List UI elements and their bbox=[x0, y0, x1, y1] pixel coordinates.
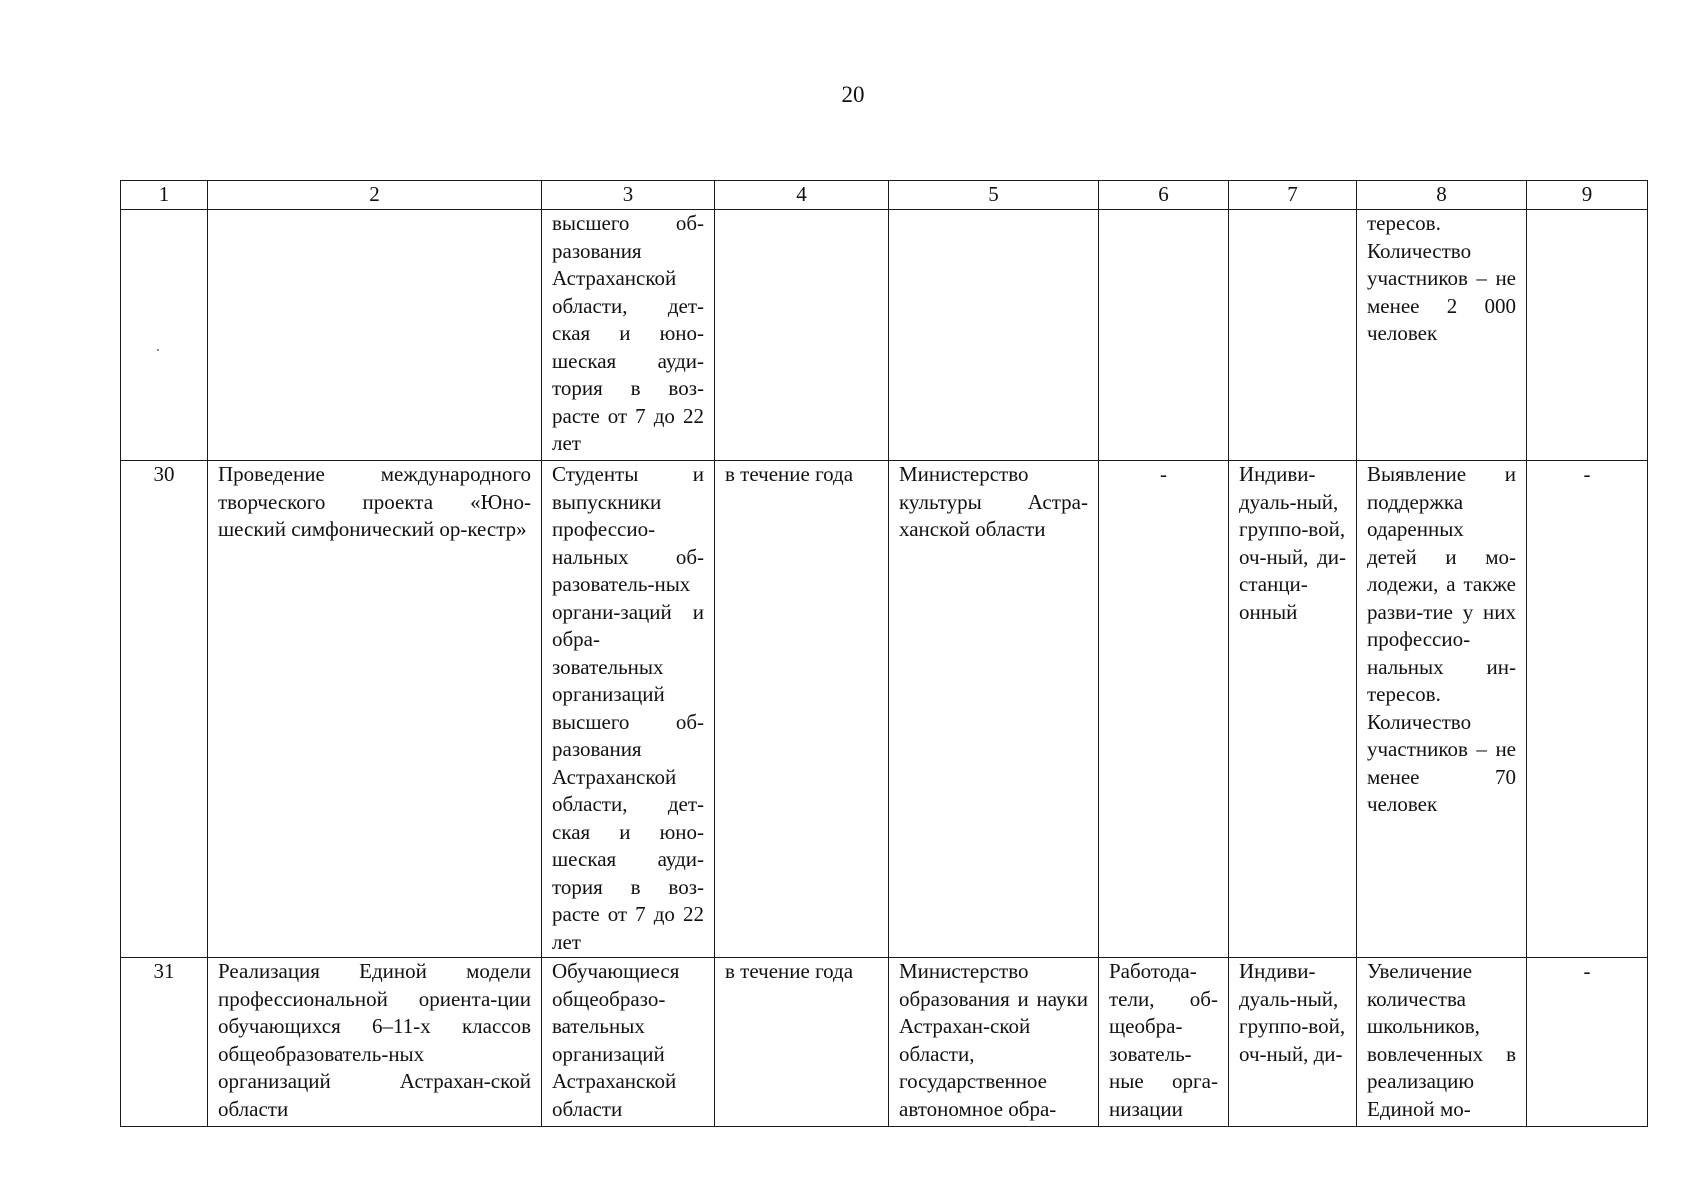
cell-event: Реализация Единой модели профессиональной ориента-ции обучающихся 6–11-х классов общеобразователь-ных организаций Астрахан-ской области bbox=[208, 958, 542, 1127]
cell-partners bbox=[1099, 210, 1229, 461]
cell-partners: - bbox=[1099, 461, 1229, 958]
cell-result: Выявление и поддержка одаренных детей и мо-лодежи, а также разви-тие у них профессио-нальных ин-тересов. Количество участников – не менее 70 человек bbox=[1357, 461, 1527, 958]
cell-result: тересов. Количество участников – не менее 2 000 человек bbox=[1357, 210, 1527, 461]
cell-period: в течение года bbox=[715, 958, 889, 1127]
page-number: 20 bbox=[841, 82, 865, 107]
cell-partners: Работода-тели, об-щеобра-зователь-ные орга-низации bbox=[1099, 958, 1229, 1127]
table-row-continuation bbox=[121, 210, 1648, 461]
cell-format: Индиви-дуаль-ный, группо-вой, оч-ный, ди- bbox=[1229, 958, 1357, 1127]
column-number-row bbox=[121, 181, 1648, 210]
cell-participants: Обучающиеся общеобразо-вательных организаций Астраханской области bbox=[542, 958, 715, 1127]
measures-table bbox=[120, 180, 1648, 1127]
cell-format: Индиви-дуаль-ный, группо-вой, оч-ный, ди-станци-онный bbox=[1229, 461, 1357, 958]
column-number: 8 bbox=[1357, 181, 1527, 210]
cell-organizer: Министерство культуры Астра-ханской области bbox=[889, 461, 1099, 958]
cell-participants: Студенты и выпускники профессио-нальных об-разователь-ных органи-заций и обра-зовательных организаций высшего об-разования Астраханской области, дет-ская и юно-шеская ауди-тория в воз-расте от 7 до 22 лет bbox=[542, 461, 715, 958]
column-number: 7 bbox=[1229, 181, 1357, 210]
column-number: 6 bbox=[1099, 181, 1229, 210]
cell-participants: высшего об-разования Астраханской области, дет-ская и юно-шеская ауди-тория в воз-расте от 7 до 22 лет bbox=[542, 210, 715, 461]
cell-number: 31 bbox=[121, 958, 208, 1127]
cell-note: - bbox=[1527, 461, 1648, 958]
cell-event bbox=[208, 210, 542, 461]
cell-number bbox=[121, 210, 208, 461]
cell-note: - bbox=[1527, 958, 1648, 1127]
cell-result: Увеличение количества школьников, вовлеченных в реализацию Единой мо- bbox=[1357, 958, 1527, 1127]
cell-event: Проведение международного творческого проекта «Юно-шеский симфонический ор-кестр» bbox=[208, 461, 542, 958]
table-row bbox=[121, 958, 1648, 1127]
cell-period: в течение года bbox=[715, 461, 889, 958]
scan-speck bbox=[157, 349, 159, 351]
column-number: 3 bbox=[542, 181, 715, 210]
column-number: 5 bbox=[889, 181, 1099, 210]
column-number: 1 bbox=[121, 181, 208, 210]
cell-organizer: Министерство образования и науки Астрахан-ской области, государственное автономное обра- bbox=[889, 958, 1099, 1127]
column-number: 9 bbox=[1527, 181, 1648, 210]
column-number: 4 bbox=[715, 181, 889, 210]
column-number: 2 bbox=[208, 181, 542, 210]
cell-organizer bbox=[889, 210, 1099, 461]
cell-period bbox=[715, 210, 889, 461]
cell-format bbox=[1229, 210, 1357, 461]
cell-number: 30 bbox=[121, 461, 208, 958]
cell-note bbox=[1527, 210, 1648, 461]
table-row bbox=[121, 461, 1648, 958]
